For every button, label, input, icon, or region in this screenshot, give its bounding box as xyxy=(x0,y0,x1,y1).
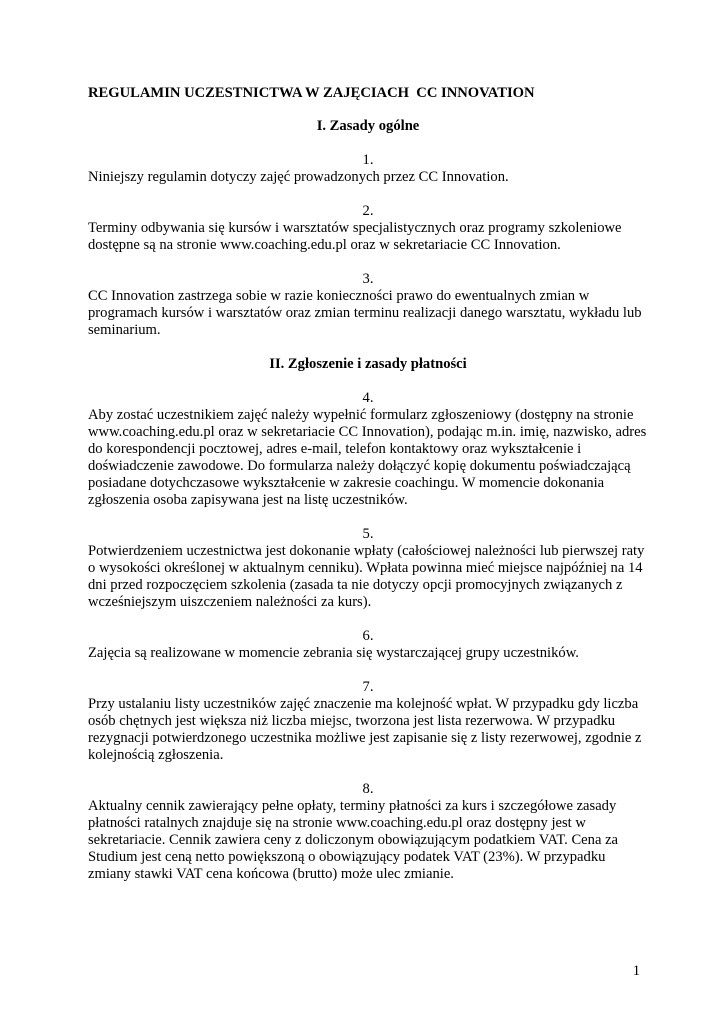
paragraph-number: 3. xyxy=(362,271,374,287)
section-registration-payment xyxy=(88,356,648,883)
paragraph-text: Zajęcia są realizowane w momencie zebrania się wystarczającej grupy uczestników. xyxy=(88,645,579,661)
paragraph-text: Przy ustalaniu listy uczestników zajęć znaczenie ma kolejność wpłat. W przypadku gdy liczba osób chętnych jest większa niż liczba miejsc, tworzona jest lista rezerwowa. W przypadku rezygnacji potwierdzonego uczestnika możliwe jest zapisanie się z listy rezerwowej, zgodnie z kolejnością zgłoszenia. xyxy=(88,696,642,763)
paragraph xyxy=(88,781,648,883)
paragraph xyxy=(88,628,648,662)
paragraph xyxy=(88,526,648,611)
section-general-rules xyxy=(88,118,648,339)
paragraph xyxy=(88,390,648,509)
paragraph-text: Niniejszy regulamin dotyczy zajęć prowadzonych przez CC Innovation. xyxy=(88,169,509,185)
paragraph xyxy=(88,679,648,764)
paragraph-number: 4. xyxy=(362,390,374,406)
paragraph-text: Terminy odbywania się kursów i warsztatów specjalistycznych oraz programy szkoleniowe dostępne są na stronie www.coaching.edu.pl oraz w sekretariacie CC Innovation. xyxy=(88,220,622,253)
paragraph-number: 7. xyxy=(362,679,374,695)
paragraph xyxy=(88,203,648,254)
paragraph xyxy=(88,152,648,186)
document-body xyxy=(88,85,648,900)
paragraph-text: Potwierdzeniem uczestnictwa jest dokonanie wpłaty (całościowej należności lub pierwszej raty o wysokości określonej w aktualnym cenniku). Wpłata powinna mieć miejsce najpóźniej na 14 dni przed rozpoczęciem szkolenia (zasada ta nie dotyczy opcji promocyjnych związanych z wcześniejszym uiszczeniem należności za kurs). xyxy=(88,543,645,610)
paragraph-text: Aktualny cennik zawierający pełne opłaty, terminy płatności za kurs i szczegółowe zasady płatności ratalnych znajduje się na stronie www.coaching.edu.pl oraz dostępny jest w sekretariacie. Cennik zawiera ceny z doliczonym obowiązującym podatkiem VAT. Cena za Studium jest ceną netto powiększoną o obowiązujący podatek VAT (23%). W przypadku zmiany stawki VAT cena końcowa (brutto) może ulec zmianie. xyxy=(88,798,619,882)
paragraph-number: 8. xyxy=(362,781,374,797)
paragraph-text: CC Innovation zastrzega sobie w razie konieczności prawo do ewentualnych zmian w programach kursów i warsztatów oraz zmian terminu realizacji danego warsztatu, wykładu lub seminarium. xyxy=(88,288,642,338)
paragraph-number: 5. xyxy=(362,526,374,542)
section-heading: I. Zasady ogólne xyxy=(316,118,420,134)
paragraph-number: 2. xyxy=(362,203,374,219)
paragraph-number: 6. xyxy=(362,628,374,644)
page-number: 1 xyxy=(632,963,640,979)
paragraph xyxy=(88,271,648,339)
paragraph-text: Aby zostać uczestnikiem zajęć należy wypełnić formularz zgłoszeniowy (dostępny na stronie www.coaching.edu.pl oraz w sekretariacie CC Innovation), podając m.in. imię, nazwisko, adres do korespondencji pocztowej, adres e-mail, telefon kontaktowy oraz wykształcenie i doświadczenie zawodowe. Do formularza należy dołączyć kopię dokumentu poświadczającą posiadane dotychczasowe wykształcenie w zakresie coachingu. W momencie dokonania zgłoszenia osoba zapisywana jest na listę uczestników. xyxy=(88,407,647,508)
document-title: REGULAMIN UCZESTNICTWA W ZAJĘCIACH CC INNOVATION xyxy=(88,85,535,101)
paragraph-number: 1. xyxy=(362,152,374,168)
section-heading: II. Zgłoszenie i zasady płatności xyxy=(269,356,467,372)
